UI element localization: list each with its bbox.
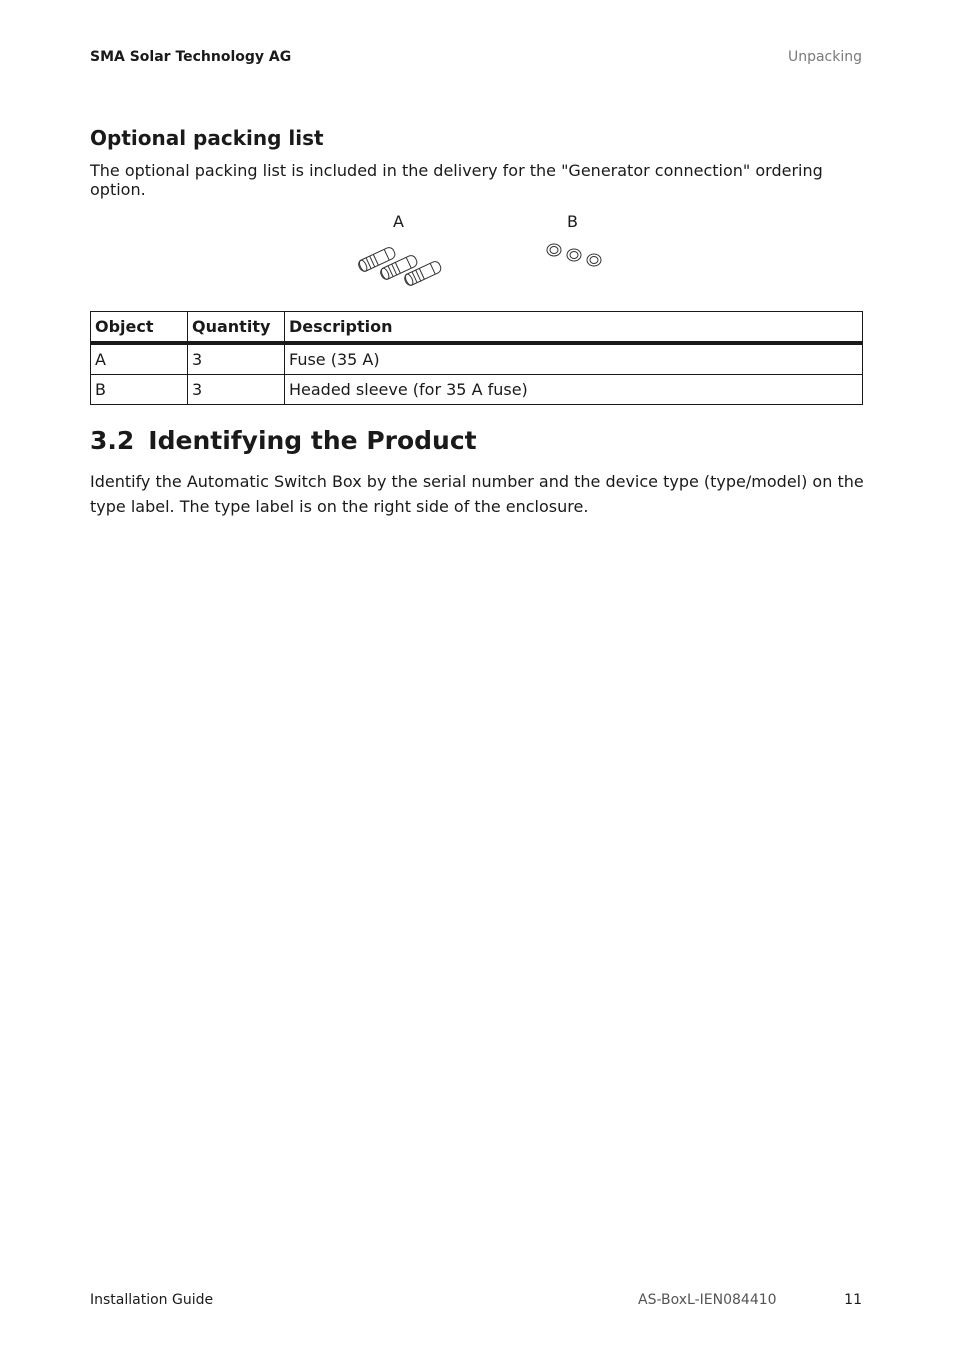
table-row [91,375,863,405]
footer-guide: Installation Guide [90,1292,214,1308]
section-body: Identify the Automatic Switch Box by the serial number and the device type (type/model) on the type label. The type label is on the right side of the enclosure. [90,472,864,516]
footer-page-number: 11 [844,1292,862,1308]
section-number: 3.2 [90,426,135,455]
column-header-quantity: Quantity [188,312,285,344]
section-heading [90,426,477,455]
figure-label-b: B [567,212,578,231]
figure-label-a: A [393,212,404,231]
table-header-row [91,312,863,344]
cell-description: Headed sleeve (for 35 A fuse) [285,375,863,405]
packing-figure [340,210,630,290]
table-row [91,343,863,375]
cell-object: B [91,375,188,405]
column-header-object: Object [91,312,188,344]
optional-packing-intro: The optional packing list is included in the delivery for the "Generator connection" ordering option. [90,161,823,199]
section-title: Identifying the Product [148,426,477,455]
header-company: SMA Solar Technology AG [90,49,292,65]
packing-list-table [90,311,863,405]
cell-quantity: 3 [188,375,285,405]
fuse-illustration [355,240,450,288]
header-chapter: Unpacking [787,49,862,65]
cell-description: Fuse (35 A) [285,343,863,375]
cell-object: A [91,343,188,375]
sleeve-illustration [545,240,607,272]
footer-doc-code: AS-BoxL-IEN084410 [638,1292,777,1308]
column-header-description: Description [285,312,863,344]
cell-quantity: 3 [188,343,285,375]
optional-packing-heading: Optional packing list [90,126,324,150]
